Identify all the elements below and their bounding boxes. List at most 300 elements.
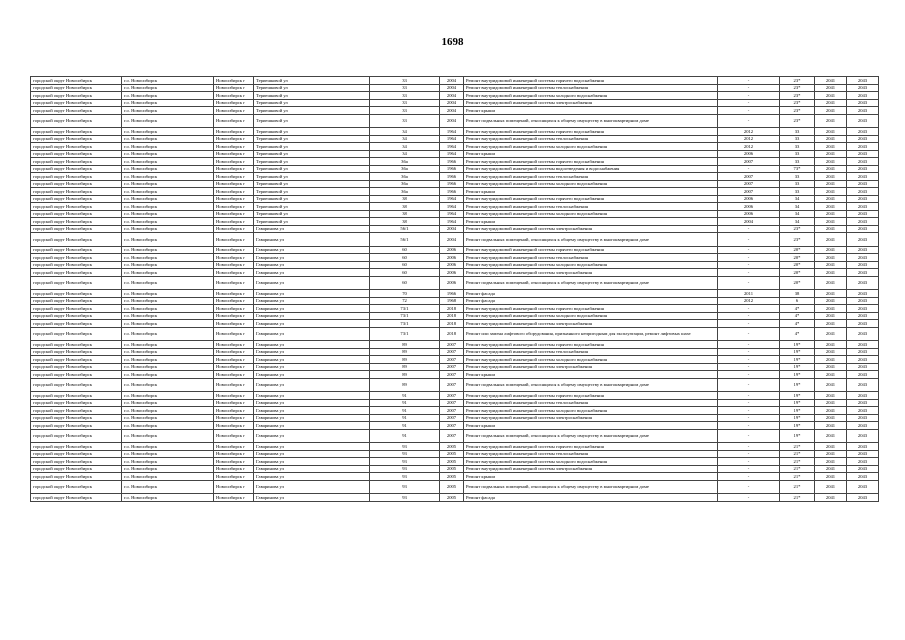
table-row <box>31 407 879 415</box>
wear-cell: 19* <box>780 341 815 349</box>
municipality-cell: городской округ Новосибирск <box>31 225 122 233</box>
house-number-cell: 34 <box>370 135 440 143</box>
settlement-cell: г.о. Новосибирск <box>122 195 214 203</box>
plan-end-cell: 2043 <box>847 246 879 254</box>
wear-cell: 20* <box>780 246 815 254</box>
table-row <box>31 84 879 92</box>
plan-end-cell: 2043 <box>847 150 879 158</box>
street-cell: Гаваринова ул <box>254 269 370 277</box>
table-row <box>31 233 879 247</box>
build-year-cell: 2007 <box>440 414 464 422</box>
plan-start-cell: 2041 <box>815 107 847 115</box>
plan-start-cell: 2041 <box>815 203 847 211</box>
locality-cell: Новосибирск г <box>214 165 254 173</box>
wear-cell: 20* <box>780 254 815 262</box>
locality-cell: Новосибирск г <box>214 128 254 136</box>
plan-end-cell: 2043 <box>847 203 879 211</box>
table-row <box>31 422 879 430</box>
locality-cell: Новосибирск г <box>214 180 254 188</box>
wear-cell: 23* <box>780 77 815 85</box>
locality-cell: Новосибирск г <box>214 254 254 262</box>
plan-end-cell: 2043 <box>847 158 879 166</box>
municipality-cell: городской округ Новосибирск <box>31 218 122 226</box>
settlement-cell: г.о. Новосибирск <box>122 494 214 502</box>
municipality-cell: городской округ Новосибирск <box>31 392 122 400</box>
wear-cell: 4* <box>780 327 815 341</box>
municipality-cell: городской округ Новосибирск <box>31 195 122 203</box>
municipality-cell: городской округ Новосибирск <box>31 114 122 128</box>
street-cell: Гаваринова ул <box>254 312 370 320</box>
locality-cell: Новосибирск г <box>214 480 254 494</box>
wear-cell: 19* <box>780 422 815 430</box>
plan-end-cell: 2043 <box>847 320 879 328</box>
wear-cell: 19* <box>780 348 815 356</box>
table-row <box>31 312 879 320</box>
settlement-cell: г.о. Новосибирск <box>122 378 214 392</box>
house-number-cell: 93 <box>370 458 440 466</box>
table-row <box>31 158 879 166</box>
settlement-cell: г.о. Новосибирск <box>122 143 214 151</box>
last-repair-year-cell: 2006 <box>718 195 780 203</box>
table-row <box>31 414 879 422</box>
wear-cell: 4* <box>780 320 815 328</box>
build-year-cell: 2006 <box>440 276 464 290</box>
plan-start-cell: 2041 <box>815 246 847 254</box>
build-year-cell: 2007 <box>440 392 464 400</box>
last-repair-year-cell: - <box>718 363 780 371</box>
plan-end-cell: 2043 <box>847 195 879 203</box>
municipality-cell: городской округ Новосибирск <box>31 327 122 341</box>
work-type-cell: Ремонт внутридомовой инженерной системы холодного водоснабжения <box>464 180 718 188</box>
locality-cell: Новосибирск г <box>214 465 254 473</box>
work-type-cell: Ремонт крыши <box>464 107 718 115</box>
wear-cell: 33 <box>780 128 815 136</box>
table-row <box>31 210 879 218</box>
plan-start-cell: 2041 <box>815 356 847 364</box>
locality-cell: Новосибирск г <box>214 276 254 290</box>
table-row <box>31 143 879 151</box>
work-type-cell: Ремонт внутридомовой инженерной системы холодного водоснабжения <box>464 92 718 100</box>
house-number-cell: 91 <box>370 422 440 430</box>
plan-start-cell: 2041 <box>815 233 847 247</box>
table-row <box>31 92 879 100</box>
house-number-cell: 91 <box>370 407 440 415</box>
street-cell: Териешковой ул <box>254 92 370 100</box>
house-number-cell: 38 <box>370 203 440 211</box>
build-year-cell: 1964 <box>440 143 464 151</box>
plan-start-cell: 2041 <box>815 378 847 392</box>
street-cell: Териешковой ул <box>254 135 370 143</box>
plan-end-cell: 2043 <box>847 494 879 502</box>
wear-cell: 38 <box>780 290 815 298</box>
last-repair-year-cell: - <box>718 276 780 290</box>
wear-cell: 4* <box>780 312 815 320</box>
wear-cell: 23* <box>780 99 815 107</box>
plan-start-cell: 2041 <box>815 188 847 196</box>
table-row <box>31 225 879 233</box>
plan-end-cell: 2043 <box>847 128 879 136</box>
last-repair-year-cell: - <box>718 165 780 173</box>
table-row <box>31 246 879 254</box>
last-repair-year-cell: - <box>718 356 780 364</box>
street-cell: Гаваринова ул <box>254 225 370 233</box>
settlement-cell: г.о. Новосибирск <box>122 114 214 128</box>
plan-end-cell: 2043 <box>847 458 879 466</box>
municipality-cell: городской округ Новосибирск <box>31 269 122 277</box>
settlement-cell: г.о. Новосибирск <box>122 158 214 166</box>
street-cell: Гаваринова ул <box>254 261 370 269</box>
municipality-cell: городской округ Новосибирск <box>31 210 122 218</box>
plan-start-cell: 2041 <box>815 473 847 481</box>
wear-cell: 33 <box>780 158 815 166</box>
table-row <box>31 188 879 196</box>
house-number-cell: 89 <box>370 341 440 349</box>
last-repair-year-cell: - <box>718 378 780 392</box>
plan-start-cell: 2041 <box>815 297 847 305</box>
house-number-cell: 60 <box>370 269 440 277</box>
wear-cell: 33 <box>780 143 815 151</box>
house-number-cell: 36а <box>370 188 440 196</box>
wear-cell: 33 <box>780 135 815 143</box>
build-year-cell: 2007 <box>440 348 464 356</box>
municipality-cell: городской округ Новосибирск <box>31 378 122 392</box>
wear-cell: 21* <box>780 458 815 466</box>
work-type-cell: Ремонт внутридомовой инженерной системы электроснабжения <box>464 99 718 107</box>
street-cell: Гаваринова ул <box>254 290 370 298</box>
last-repair-year-cell: - <box>718 458 780 466</box>
table-row <box>31 429 879 443</box>
house-number-cell: 93 <box>370 450 440 458</box>
house-number-cell: 36а <box>370 180 440 188</box>
municipality-cell: городской округ Новосибирск <box>31 312 122 320</box>
house-number-cell: 93 <box>370 480 440 494</box>
work-type-cell: Ремонт внутридомовой инженерной системы теплоснабжения <box>464 450 718 458</box>
street-cell: Гаваринова ул <box>254 254 370 262</box>
plan-end-cell: 2043 <box>847 99 879 107</box>
settlement-cell: г.о. Новосибирск <box>122 150 214 158</box>
street-cell: Гаваринова ул <box>254 480 370 494</box>
street-cell: Гаваринова ул <box>254 494 370 502</box>
work-type-cell: Ремонт внутридомовой инженерной системы горячего водоснабжения <box>464 341 718 349</box>
locality-cell: Новосибирск г <box>214 158 254 166</box>
build-year-cell: 2006 <box>440 261 464 269</box>
house-number-cell: 91 <box>370 399 440 407</box>
house-number-cell: 91 <box>370 414 440 422</box>
street-cell: Гаваринова ул <box>254 348 370 356</box>
municipality-cell: городской округ Новосибирск <box>31 356 122 364</box>
last-repair-year-cell: 2012 <box>718 297 780 305</box>
last-repair-year-cell: - <box>718 450 780 458</box>
work-type-cell: Ремонт внутридомовой инженерной системы теплоснабжения <box>464 254 718 262</box>
wear-cell: 20* <box>780 261 815 269</box>
table-row <box>31 165 879 173</box>
last-repair-year-cell: 2012 <box>718 135 780 143</box>
last-repair-year-cell: 2012 <box>718 128 780 136</box>
build-year-cell: 1964 <box>440 203 464 211</box>
locality-cell: Новосибирск г <box>214 99 254 107</box>
plan-end-cell: 2043 <box>847 218 879 226</box>
locality-cell: Новосибирск г <box>214 269 254 277</box>
municipality-cell: городской округ Новосибирск <box>31 99 122 107</box>
settlement-cell: г.о. Новосибирск <box>122 99 214 107</box>
municipality-cell: городской округ Новосибирск <box>31 450 122 458</box>
work-type-cell: Ремонт подвальных помещений, относящихся к общему имуществу в многоквартирном доме <box>464 480 718 494</box>
last-repair-year-cell: - <box>718 84 780 92</box>
build-year-cell: 2004 <box>440 84 464 92</box>
plan-end-cell: 2043 <box>847 341 879 349</box>
last-repair-year-cell: - <box>718 254 780 262</box>
build-year-cell: 2005 <box>440 494 464 502</box>
municipality-cell: городской округ Новосибирск <box>31 305 122 313</box>
last-repair-year-cell: - <box>718 399 780 407</box>
street-cell: Гаваринова ул <box>254 422 370 430</box>
locality-cell: Новосибирск г <box>214 173 254 181</box>
settlement-cell: г.о. Новосибирск <box>122 414 214 422</box>
build-year-cell: 2006 <box>440 269 464 277</box>
plan-start-cell: 2041 <box>815 158 847 166</box>
plan-end-cell: 2043 <box>847 348 879 356</box>
locality-cell: Новосибирск г <box>214 225 254 233</box>
build-year-cell: 1966 <box>440 180 464 188</box>
build-year-cell: 2004 <box>440 107 464 115</box>
locality-cell: Новосибирск г <box>214 290 254 298</box>
build-year-cell: 2007 <box>440 429 464 443</box>
plan-end-cell: 2043 <box>847 371 879 379</box>
street-cell: Гаваринова ул <box>254 356 370 364</box>
municipality-cell: городской округ Новосибирск <box>31 320 122 328</box>
municipality-cell: городской округ Новосибирск <box>31 297 122 305</box>
plan-end-cell: 2043 <box>847 188 879 196</box>
plan-end-cell: 2043 <box>847 254 879 262</box>
settlement-cell: г.о. Новосибирск <box>122 399 214 407</box>
build-year-cell: 2005 <box>440 450 464 458</box>
work-type-cell: Ремонт внутридомовой инженерной системы горячего водоснабжения <box>464 195 718 203</box>
last-repair-year-cell: - <box>718 371 780 379</box>
plan-start-cell: 2041 <box>815 458 847 466</box>
table-row <box>31 180 879 188</box>
house-number-cell: 56/1 <box>370 225 440 233</box>
plan-start-cell: 2041 <box>815 128 847 136</box>
house-number-cell: 60 <box>370 261 440 269</box>
house-number-cell: 34 <box>370 150 440 158</box>
settlement-cell: г.о. Новосибирск <box>122 203 214 211</box>
plan-start-cell: 2041 <box>815 77 847 85</box>
last-repair-year-cell: - <box>718 348 780 356</box>
work-type-cell: Ремонт внутридомовой инженерной системы электроснабжения <box>464 225 718 233</box>
municipality-cell: городской округ Новосибирск <box>31 458 122 466</box>
build-year-cell: 1964 <box>440 150 464 158</box>
municipality-cell: городской округ Новосибирск <box>31 180 122 188</box>
table-row <box>31 450 879 458</box>
plan-end-cell: 2043 <box>847 210 879 218</box>
municipality-cell: городской округ Новосибирск <box>31 188 122 196</box>
table-row <box>31 392 879 400</box>
locality-cell: Новосибирск г <box>214 348 254 356</box>
street-cell: Гаваринова ул <box>254 407 370 415</box>
settlement-cell: г.о. Новосибирск <box>122 371 214 379</box>
settlement-cell: г.о. Новосибирск <box>122 180 214 188</box>
plan-start-cell: 2041 <box>815 165 847 173</box>
plan-start-cell: 2041 <box>815 84 847 92</box>
last-repair-year-cell: 2006 <box>718 150 780 158</box>
build-year-cell: 2004 <box>440 114 464 128</box>
plan-start-cell: 2041 <box>815 407 847 415</box>
wear-cell: 33 <box>780 150 815 158</box>
plan-start-cell: 2041 <box>815 143 847 151</box>
settlement-cell: г.о. Новосибирск <box>122 422 214 430</box>
build-year-cell: 1964 <box>440 210 464 218</box>
plan-start-cell: 2041 <box>815 195 847 203</box>
last-repair-year-cell: 2012 <box>718 143 780 151</box>
build-year-cell: 1964 <box>440 195 464 203</box>
municipality-cell: городской округ Новосибирск <box>31 407 122 415</box>
house-number-cell: 56/1 <box>370 233 440 247</box>
last-repair-year-cell: - <box>718 233 780 247</box>
street-cell: Териешковой ул <box>254 77 370 85</box>
plan-start-cell: 2041 <box>815 392 847 400</box>
wear-cell: 19* <box>780 399 815 407</box>
street-cell: Териешковой ул <box>254 84 370 92</box>
build-year-cell: 2004 <box>440 77 464 85</box>
plan-end-cell: 2043 <box>847 290 879 298</box>
house-number-cell: 34 <box>370 143 440 151</box>
locality-cell: Новосибирск г <box>214 84 254 92</box>
work-type-cell: Ремонт внутридомовой инженерной системы горячего водоснабжения <box>464 246 718 254</box>
settlement-cell: г.о. Новосибирск <box>122 363 214 371</box>
street-cell: Териешковой ул <box>254 218 370 226</box>
wear-cell: 23* <box>780 233 815 247</box>
settlement-cell: г.о. Новосибирск <box>122 429 214 443</box>
work-type-cell: Ремонт внутридомовой инженерной системы горячего водоснабжения <box>464 77 718 85</box>
locality-cell: Новосибирск г <box>214 233 254 247</box>
plan-end-cell: 2043 <box>847 261 879 269</box>
wear-cell: 34 <box>780 210 815 218</box>
table-row <box>31 203 879 211</box>
locality-cell: Новосибирск г <box>214 114 254 128</box>
build-year-cell: 2018 <box>440 327 464 341</box>
municipality-cell: городской округ Новосибирск <box>31 203 122 211</box>
last-repair-year-cell: - <box>718 392 780 400</box>
street-cell: Гаваринова ул <box>254 473 370 481</box>
settlement-cell: г.о. Новосибирск <box>122 407 214 415</box>
street-cell: Териешковой ул <box>254 128 370 136</box>
work-type-cell: Ремонт подвальных помещений, относящихся к общему имуществу в многоквартирном доме <box>464 429 718 443</box>
last-repair-year-cell: - <box>718 473 780 481</box>
table-row <box>31 261 879 269</box>
house-number-cell: 72 <box>370 297 440 305</box>
work-type-cell: Ремонт крыши <box>464 473 718 481</box>
build-year-cell: 2004 <box>440 225 464 233</box>
locality-cell: Новосибирск г <box>214 210 254 218</box>
wear-cell: 34 <box>780 203 815 211</box>
work-type-cell: Ремонт фасада <box>464 297 718 305</box>
plan-end-cell: 2043 <box>847 443 879 451</box>
locality-cell: Новосибирск г <box>214 246 254 254</box>
wear-cell: 21* <box>780 494 815 502</box>
plan-end-cell: 2043 <box>847 114 879 128</box>
locality-cell: Новосибирск г <box>214 450 254 458</box>
plan-end-cell: 2043 <box>847 414 879 422</box>
street-cell: Гаваринова ул <box>254 392 370 400</box>
locality-cell: Новосибирск г <box>214 399 254 407</box>
last-repair-year-cell: - <box>718 312 780 320</box>
wear-cell: 6 <box>780 297 815 305</box>
table-row <box>31 320 879 328</box>
plan-end-cell: 2043 <box>847 77 879 85</box>
table-row <box>31 195 879 203</box>
last-repair-year-cell: - <box>718 465 780 473</box>
build-year-cell: 2005 <box>440 443 464 451</box>
house-number-cell: 89 <box>370 356 440 364</box>
wear-cell: 73* <box>780 165 815 173</box>
work-type-cell: Ремонт крыши <box>464 422 718 430</box>
work-type-cell: Ремонт внутридомовой инженерной системы электроснабжения <box>464 320 718 328</box>
plan-end-cell: 2043 <box>847 312 879 320</box>
house-number-cell: 33 <box>370 84 440 92</box>
municipality-cell: городской округ Новосибирск <box>31 261 122 269</box>
last-repair-year-cell: 2011 <box>718 290 780 298</box>
settlement-cell: г.о. Новосибирск <box>122 450 214 458</box>
table-row <box>31 378 879 392</box>
street-cell: Гаваринова ул <box>254 276 370 290</box>
settlement-cell: г.о. Новосибирск <box>122 480 214 494</box>
wear-cell: 19* <box>780 363 815 371</box>
plan-end-cell: 2043 <box>847 356 879 364</box>
work-type-cell: Ремонт внутридомовой инженерной системы теплоснабжения <box>464 348 718 356</box>
build-year-cell: 2007 <box>440 363 464 371</box>
municipality-cell: городской округ Новосибирск <box>31 371 122 379</box>
house-number-cell: 89 <box>370 371 440 379</box>
street-cell: Гаваринова ул <box>254 297 370 305</box>
street-cell: Териешковой ул <box>254 210 370 218</box>
build-year-cell: 2007 <box>440 356 464 364</box>
build-year-cell: 2018 <box>440 312 464 320</box>
locality-cell: Новосибирск г <box>214 422 254 430</box>
build-year-cell: 2004 <box>440 233 464 247</box>
work-type-cell: Ремонт внутридомовой инженерной системы горячего водоснабжения <box>464 392 718 400</box>
house-number-cell: 73/1 <box>370 312 440 320</box>
plan-end-cell: 2043 <box>847 233 879 247</box>
plan-start-cell: 2041 <box>815 180 847 188</box>
locality-cell: Новосибирск г <box>214 150 254 158</box>
plan-end-cell: 2043 <box>847 135 879 143</box>
street-cell: Териешковой ул <box>254 165 370 173</box>
street-cell: Териешковой ул <box>254 107 370 115</box>
wear-cell: 19* <box>780 378 815 392</box>
house-number-cell: 89 <box>370 348 440 356</box>
locality-cell: Новосибирск г <box>214 371 254 379</box>
locality-cell: Новосибирск г <box>214 261 254 269</box>
locality-cell: Новосибирск г <box>214 378 254 392</box>
build-year-cell: 2007 <box>440 371 464 379</box>
plan-end-cell: 2043 <box>847 180 879 188</box>
table-row <box>31 443 879 451</box>
plan-start-cell: 2041 <box>815 348 847 356</box>
street-cell: Гаваринова ул <box>254 429 370 443</box>
build-year-cell: 1966 <box>440 165 464 173</box>
last-repair-year-cell: - <box>718 305 780 313</box>
work-type-cell: Ремонт внутридомовой инженерной системы горячего водоснабжения <box>464 443 718 451</box>
work-type-cell: Ремонт внутридомовой инженерной системы электроснабжения <box>464 414 718 422</box>
house-number-cell: 93 <box>370 443 440 451</box>
municipality-cell: городской округ Новосибирск <box>31 233 122 247</box>
municipality-cell: городской округ Новосибирск <box>31 422 122 430</box>
street-cell: Гаваринова ул <box>254 371 370 379</box>
last-repair-year-cell: 2006 <box>718 210 780 218</box>
municipality-cell: городской округ Новосибирск <box>31 77 122 85</box>
settlement-cell: г.о. Новосибирск <box>122 210 214 218</box>
table-row <box>31 276 879 290</box>
